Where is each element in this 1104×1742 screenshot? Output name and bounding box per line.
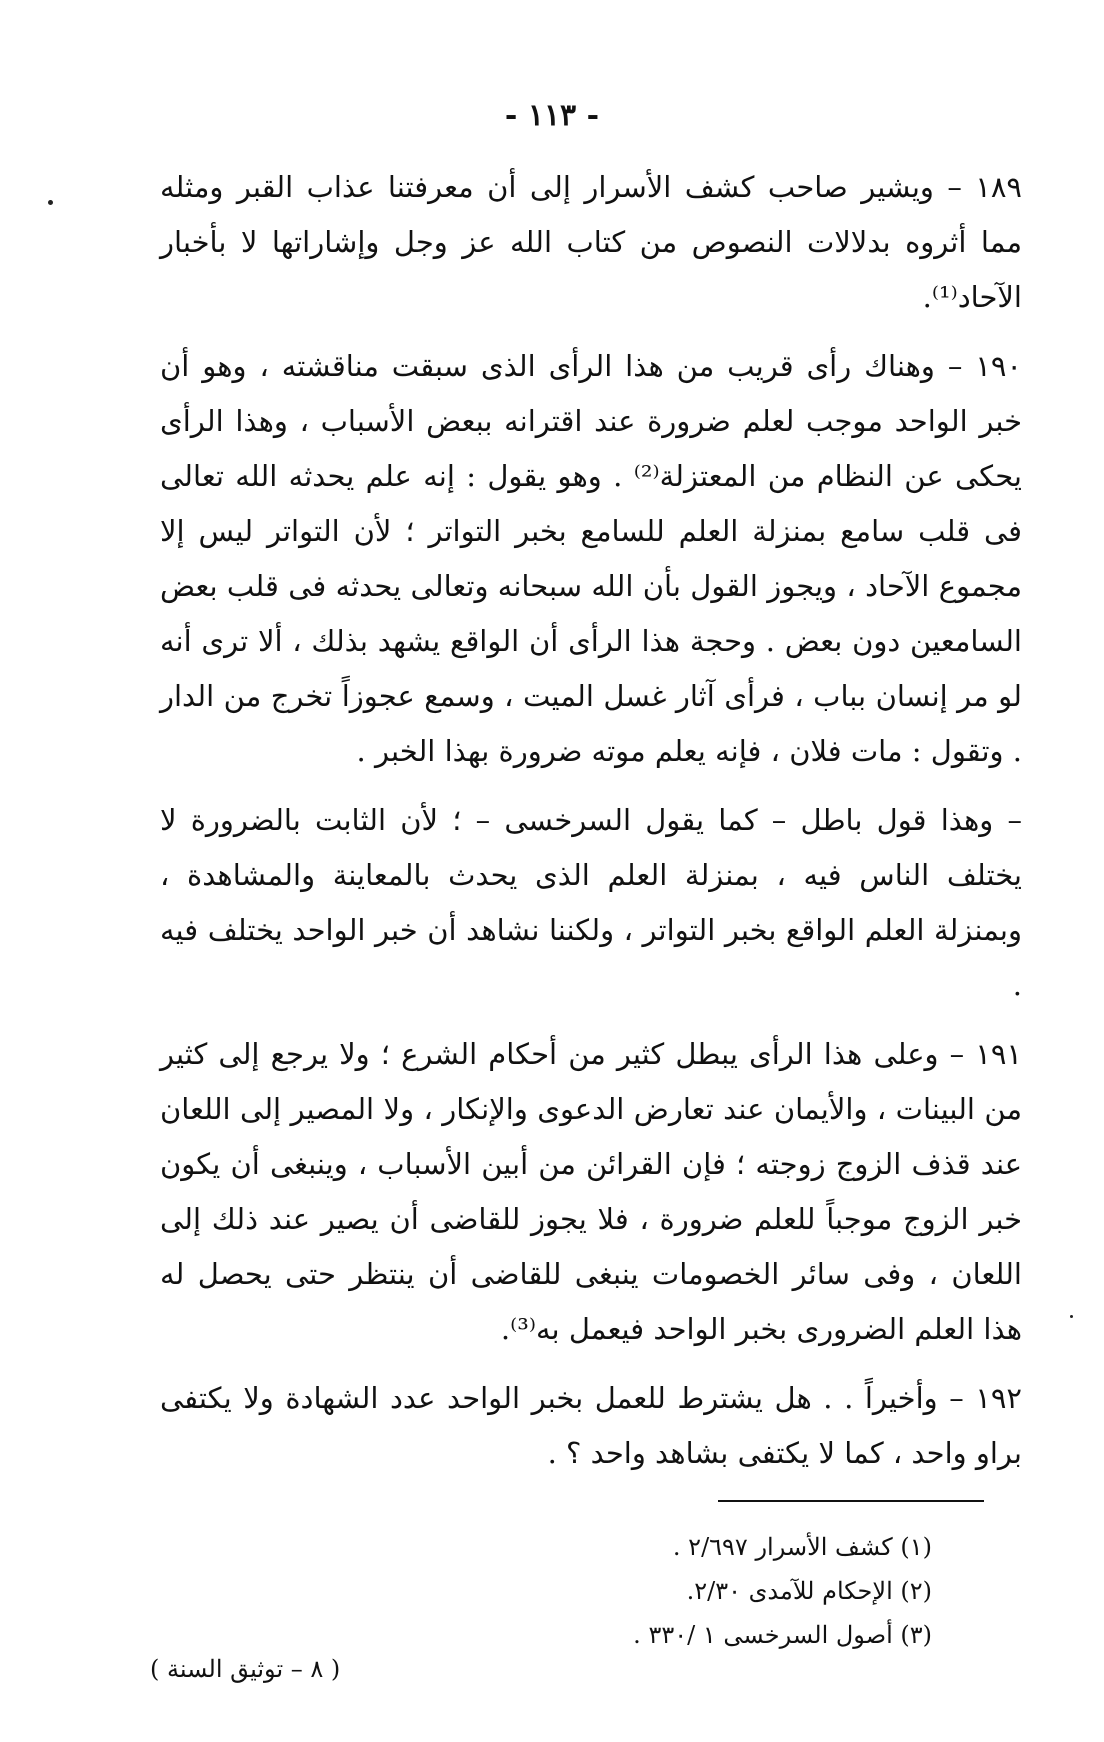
footnote-3: (٣) أصول السرخسى ١ /٣٣٠ . bbox=[633, 1621, 932, 1649]
paragraph-190: ١٩٠ – وهناك رأى قريب من هذا الرأى الذى سبقت مناقشته ، وهو أن خبر الواحد موجب لعلم ضرورة عند اقترانه ببعض الأسباب ، وهذا الرأى يحكى عن النظام من المعتزلة⁽²⁾ . وهو يقول : إنه علم يحدثه الله تعالى فى قلب سامع بمنزلة العلم للسامع بخبر التواتر ؛ لأن التواتر ليس إلا مجموع الآحاد ، ويجوز القول بأن الله سبحانه وتعالى يحدثه فى قلب بعض السامعين دون بعض . وحجة هذا الرأى أن الواقع يشهد بذلك ، ألا ترى أنه لو مر إنسان بباب ، فرأى آثار غسل الميت ، وسمع عجوزاً تخرج من الدار . وتقول : مات فلان ، فإنه يعلم موته ضرورة بهذا الخبر . bbox=[160, 349, 1022, 768]
main-text bbox=[160, 160, 1022, 1495]
signature-mark: ( ٨ – توثيق السنة ) bbox=[150, 1655, 341, 1683]
paragraph-189: ١٨٩ – ويشير صاحب كشف الأسرار إلى أن معرفتنا عذاب القبر ومثله مما أثروه بدلالات النصوص من كتاب الله عز وجل وإشاراتها لا بأخبار الآحاد⁽¹⁾. bbox=[160, 170, 1022, 314]
paragraph-rebuttal: – وهذا قول باطل – كما يقول السرخسى – ؛ لأن الثابت بالضرورة لا يختلف الناس فيه ، بمنزلة العلم الذى يحدث بالمعاينة والمشاهدة ، وبمنزلة العلم الواقع بخبر التواتر ، ولكننا نشاهد أن خبر الواحد يختلف فيه . bbox=[160, 803, 1022, 1002]
footnote-divider bbox=[718, 1500, 984, 1502]
scan-speck bbox=[48, 200, 53, 205]
paragraph-191: ١٩١ – وعلى هذا الرأى يبطل كثير من أحكام الشرع ؛ ولا يرجع إلى كثير من البينات ، والأيمان عند تعارض الدعوى والإنكار ، ولا المصير إلى اللعان عند قذف الزوج زوجته ؛ فإن القرائن من أبين الأسباب ، وينبغى أن يكون خبر الزوج موجباً للعلم ضرورة ، فلا يجوز للقاضى أن يصير عند ذلك إلى اللعان ، وفى سائر الخصومات ينبغى للقاضى أن ينتظر حتى يحصل له هذا العلم الضرورى بخبر الواحد فيعمل به⁽³⁾. bbox=[160, 1037, 1022, 1346]
scan-speck bbox=[1070, 1315, 1073, 1318]
footnote-2: (٢) الإحكام للآمدى ٢/٣٠. bbox=[686, 1577, 932, 1605]
page-number: - ١١٣ - bbox=[504, 98, 600, 133]
footnote-1: (١) كشف الأسرار ٢/٦٩٧ . bbox=[672, 1533, 932, 1561]
paragraph-192: ١٩٢ – وأخيراً . . هل يشترط للعمل بخبر الواحد عدد الشهادة ولا يكتفى براو واحد ، كما لا يكتفى بشاهد واحد ؟ . bbox=[160, 1381, 1022, 1470]
footnotes bbox=[500, 1525, 932, 1657]
